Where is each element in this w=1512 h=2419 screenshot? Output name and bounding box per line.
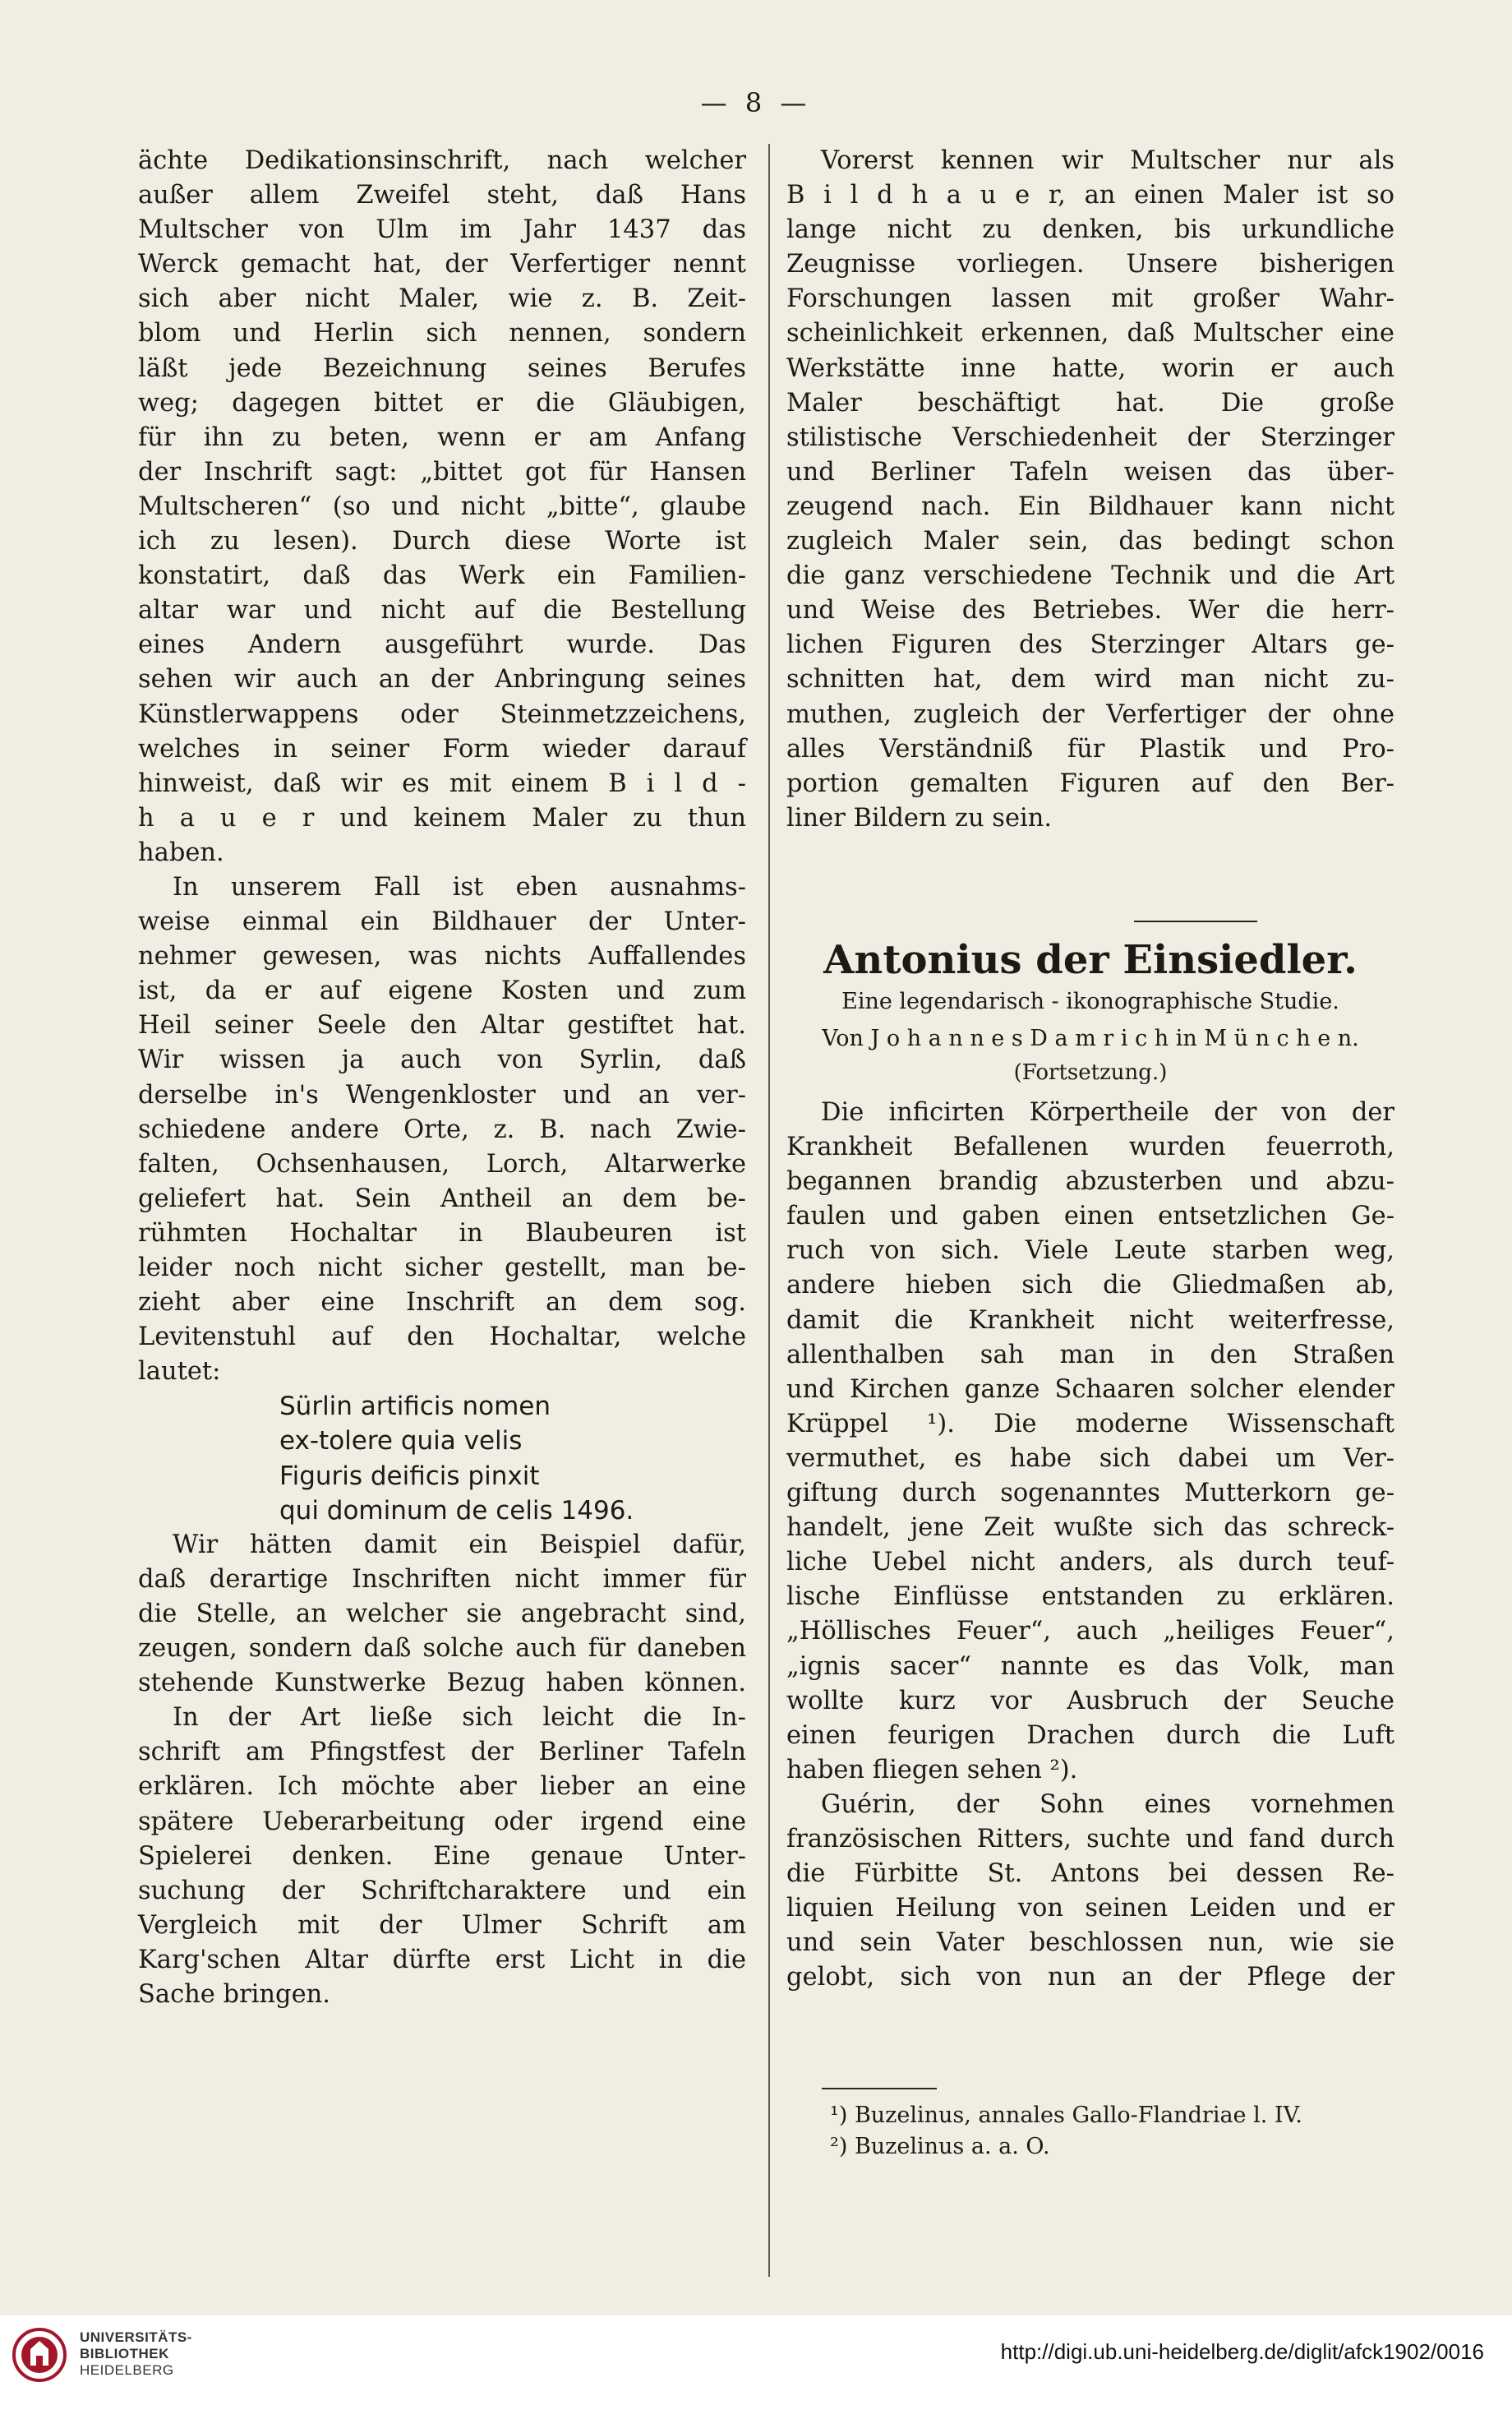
text-line: scheinlichkeit erkennen, daß Multscher eine	[786, 319, 1394, 349]
text-line: B i l d h a u e r, an einen Maler ist so	[786, 181, 1394, 210]
latin-line: qui dominum de celis 1496.	[279, 1495, 634, 1526]
text-line: lautet:	[138, 1357, 221, 1387]
left-column-paragraphs-2	[138, 1528, 746, 2012]
text-line: Werkstätte inne hatte, worin er auch	[786, 353, 1394, 383]
text-line: In der Art ließe sich leicht die In-	[173, 1703, 746, 1733]
text-line: zeugen, sondern daß solche auch für daneben	[138, 1634, 746, 1664]
footnote-2: ²) Buzelinus a. a. O.	[830, 2134, 1050, 2159]
text-line: faulen und gaben einen entsetzlichen Ge-	[786, 1202, 1394, 1231]
latin-line: Sürlin artificis nomen	[279, 1392, 551, 1422]
text-line: stilistische Verschiedenheit der Sterzinger	[786, 422, 1394, 452]
text-line: Vorerst kennen wir Multscher nur als	[821, 146, 1394, 175]
text-line: außer allem Zweifel steht, daß Hans	[138, 181, 746, 210]
right-column-paragraphs	[786, 144, 1394, 836]
source-url[interactable]: http://digi.ub.uni-heidelberg.de/diglit/afck1902/0016	[1000, 2339, 1484, 2364]
text-line: eines Andern ausgeführt wurde. Das	[138, 630, 746, 660]
text-line: wollte kurz vor Ausbruch der Seuche	[786, 1686, 1394, 1715]
text-line: und sein Vater beschlossen nun, wie sie	[786, 1928, 1394, 1958]
text-line: giftung durch sogenanntes Mutterkorn ge-	[786, 1479, 1394, 1508]
library-seal-icon	[12, 2326, 67, 2384]
text-line: haben fliegen sehen ²).	[786, 1755, 1078, 1784]
text-line: französischen Ritters, suchte und fand durch	[786, 1824, 1394, 1853]
text-line: Levitenstuhl auf den Hochaltar, welche	[138, 1323, 746, 1352]
text-line: läßt jede Bezeichnung seines Berufes	[138, 353, 746, 383]
text-line: und Weise des Betriebes. Wer die herr-	[786, 596, 1394, 626]
article-title: Antonius der Einsiedler.	[823, 937, 1358, 983]
text-line: einen feurigen Drachen durch die Luft	[786, 1720, 1394, 1750]
text-line: Multscher von Ulm im Jahr 1437 das	[138, 215, 746, 245]
text-line: liner Bildern zu sein.	[786, 803, 1053, 833]
text-line: liquien Heilung von seinen Leiden und er	[786, 1894, 1394, 1923]
text-line: spätere Ueberarbeitung oder irgend eine	[138, 1807, 746, 1836]
library-name-line: HEIDELBERG	[80, 2362, 174, 2378]
text-line: Maler beschäftigt hat. Die große	[786, 388, 1394, 418]
text-line: Forschungen lassen mit großer Wahr-	[786, 284, 1394, 314]
text-line: haben.	[138, 838, 224, 867]
text-line: und Berliner Tafeln weisen das über-	[786, 457, 1394, 487]
text-line: ruch von sich. Viele Leute starben weg,	[786, 1236, 1394, 1266]
footnote-divider	[822, 2088, 937, 2089]
text-line: lange nicht zu denken, bis urkundliche	[786, 215, 1394, 245]
text-line: begannen brandig abzusterben und abzu-	[786, 1167, 1394, 1197]
text-line: hinweist, daß wir es mit einem B i l d -	[138, 769, 746, 798]
text-line: Sache bringen.	[138, 1979, 330, 2009]
text-line: Guérin, der Sohn eines vornehmen	[821, 1789, 1394, 1819]
text-line: rühmten Hochaltar in Blaubeuren ist	[138, 1218, 746, 1248]
text-line: schiedene andere Orte, z. B. nach Zwie-	[138, 1115, 746, 1144]
text-line: „Höllisches Feuer“, auch „heiliges Feuer“,	[786, 1617, 1394, 1646]
text-line: der Inschrift sagt: „bittet got für Hansen	[138, 457, 746, 487]
text-line: die Stelle, an welcher sie angebracht sind,	[138, 1599, 746, 1628]
text-line: Wir wissen ja auch von Syrlin, daß	[138, 1046, 746, 1075]
library-name	[80, 2329, 192, 2379]
text-line: handelt, jene Zeit wußte sich das schreck-	[786, 1513, 1394, 1543]
page-number: — 8 —	[700, 87, 812, 118]
text-line: welches in seiner Form wieder darauf	[138, 734, 746, 764]
text-line: Krankheit Befallenen wurden feuerroth,	[786, 1133, 1394, 1162]
text-line: allenthalben sah man in den Straßen	[786, 1340, 1394, 1369]
text-line: suchung der Schriftcharaktere und ein	[138, 1876, 746, 1905]
text-line: sehen wir auch an der Anbringung seines	[138, 665, 746, 695]
library-name-line: UNIVERSITÄTS-	[80, 2329, 192, 2345]
text-line: damit die Krankheit nicht weiterfresse,	[786, 1305, 1394, 1335]
text-line: ich zu lesen). Durch diese Worte ist	[138, 527, 746, 556]
text-line: Karg'schen Altar dürfte erst Licht in die	[138, 1945, 746, 1974]
text-line: Multscheren“ (so und nicht „bitte“, glaube	[138, 492, 746, 521]
text-line: konstatirt, daß das Werk ein Familien-	[138, 561, 746, 591]
text-line: andere hieben sich die Gliedmaßen ab,	[786, 1271, 1394, 1300]
text-line: portion gemalten Figuren auf den Ber-	[786, 769, 1394, 798]
footnote-1: ¹) Buzelinus, annales Gallo-Flandriae l. IV.	[830, 2103, 1302, 2128]
article-byline: Von J o h a n n e s D a m r i c h in M ü n c h e n.	[822, 1026, 1359, 1051]
text-line: die ganz verschiedene Technik und die Art	[786, 561, 1394, 591]
text-line: Spielerei denken. Eine genaue Unter-	[138, 1841, 746, 1871]
text-line: zeugend nach. Ein Bildhauer kann nicht	[786, 492, 1394, 521]
text-line: muthen, zugleich der Verfertiger der ohne	[786, 699, 1394, 729]
text-line: lichen Figuren des Sterzinger Altars ge-	[786, 630, 1394, 660]
text-line: Krüppel ¹). Die moderne Wissenschaft	[786, 1409, 1394, 1438]
text-line: lische Einflüsse entstanden zu erklären.	[786, 1582, 1394, 1612]
text-line: Vergleich mit der Ulmer Schrift am	[138, 1910, 746, 1940]
article-subtitle: Eine legendarisch - ikonographische Studie.	[841, 989, 1339, 1014]
text-line: zieht aber eine Inschrift an dem sog.	[138, 1288, 746, 1318]
right-column	[786, 144, 1394, 836]
left-column-paragraphs	[138, 144, 746, 1389]
text-line: In unserem Fall ist eben ausnahms-	[173, 872, 746, 902]
column-divider	[768, 144, 770, 2277]
text-line: „ignis sacer“ nannte es das Volk, man	[786, 1651, 1394, 1681]
text-line: ist, da er auf eigene Kosten und zum	[138, 976, 746, 1006]
text-line: stehende Kunstwerke Bezug haben können.	[138, 1669, 746, 1698]
text-line: erklären. Ich möchte aber lieber an eine	[138, 1772, 746, 1802]
library-name-line: BIBLIOTHEK	[80, 2346, 169, 2361]
footer-bar	[0, 2315, 1512, 2419]
text-line: schrift am Pfingstfest der Berliner Tafeln	[138, 1738, 746, 1767]
left-column	[138, 144, 746, 2012]
text-line: falten, Ochsenhausen, Lorch, Altarwerke	[138, 1149, 746, 1179]
text-line: vermuthet, es habe sich dabei um Ver-	[786, 1443, 1394, 1473]
latin-inscription	[138, 1389, 746, 1527]
latin-line: Figuris deificis pinxit	[279, 1461, 540, 1491]
text-line: daß derartige Inschriften nicht immer für	[138, 1564, 746, 1594]
text-line: altar war und nicht auf die Bestellung	[138, 596, 746, 626]
text-line: nehmer gewesen, was nichts Auffallendes	[138, 942, 746, 972]
text-line: gelobt, sich von nun an der Pflege der	[786, 1963, 1394, 1992]
text-line: sich aber nicht Maler, wie z. B. Zeit-	[138, 284, 746, 314]
text-line: die Fürbitte St. Antons bei dessen Re-	[786, 1859, 1394, 1889]
article-paragraphs	[786, 1096, 1394, 1995]
text-line: Heil seiner Seele den Altar gestiftet hat.	[138, 1011, 746, 1041]
text-line: h a u e r und keinem Maler zu thun	[138, 803, 746, 833]
text-line: schnitten hat, dem wird man nicht zu-	[786, 665, 1394, 695]
right-column-article-body	[786, 1096, 1394, 1995]
text-line: Wir hätten damit ein Beispiel dafür,	[173, 1530, 746, 1559]
text-line: zugleich Maler sein, das bedingt schon	[786, 527, 1394, 556]
text-line: liche Uebel nicht anders, als durch teuf-	[786, 1548, 1394, 1577]
article-continued: (Fortsetzung.)	[1013, 1060, 1168, 1085]
section-divider	[1134, 921, 1257, 922]
text-line: Die inficirten Körpertheile der von der	[821, 1098, 1394, 1127]
text-line: geliefert hat. Sein Antheil an dem be-	[138, 1184, 746, 1213]
text-line: Zeugnisse vorliegen. Unsere bisherigen	[786, 250, 1394, 279]
text-line: leider noch nicht sicher gestellt, man be-	[138, 1253, 746, 1282]
text-line: ächte Dedikationsinschrift, nach welcher	[138, 146, 746, 175]
text-line: derselbe in's Wengenkloster und an ver-	[138, 1080, 746, 1110]
text-line: Künstlerwappens oder Steinmetzzeichens,	[138, 699, 746, 729]
text-line: und Kirchen ganze Schaaren solcher elender	[786, 1374, 1394, 1404]
text-line: für ihn zu beten, wenn er am Anfang	[138, 422, 746, 452]
text-line: blom und Herlin sich nennen, sondern	[138, 319, 746, 349]
text-line: weg; dagegen bittet er die Gläubigen,	[138, 388, 746, 418]
text-line: Werck gemacht hat, der Verfertiger nennt	[138, 250, 746, 279]
text-line: alles Verständniß für Plastik und Pro-	[786, 734, 1394, 764]
text-line: weise einmal ein Bildhauer der Unter-	[138, 907, 746, 937]
latin-line: ex-tolere quia velis	[279, 1426, 523, 1456]
